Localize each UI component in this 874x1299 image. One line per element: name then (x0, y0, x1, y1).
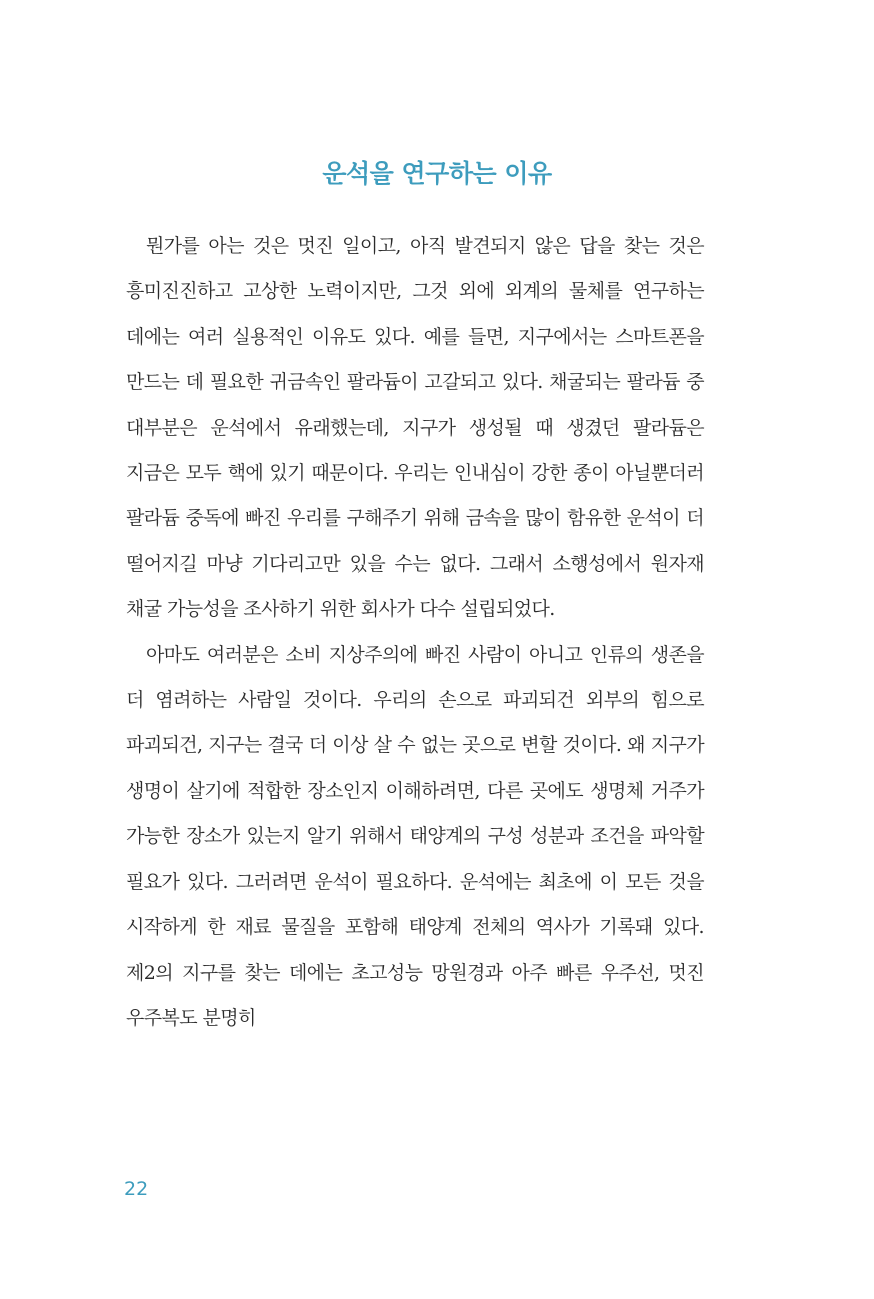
paragraph-2: 아마도 여러분은 소비 지상주의에 빠진 사람이 아니고 인류의 생존을 더 염려하는 사람일 것이다. 우리의 손으로 파괴되건 외부의 힘으로 파괴되건, 지구는 결국 더 이상 살 수 없는 곳으로 변할 것이다. 왜 지구가 생명이 살기에 적합한 장소인지 이해하려면, 다른 곳에도 생명체 거주가 가능한 장소가 있는지 알기 위해서 태양계의 구성 성분과 조건을 파악할 필요가 있다. 그러려면 운석이 필요하다. 운석에는 최초에 이 모든 것을 시작하게 한 재료 물질을 포함해 태양계 전체의 역사가 기록돼 있다. 제2의 지구를 찾는 데에는 초고성능 망원경과 아주 빠른 우주선, 멋진 우주복도 분명히 (126, 643, 704, 1029)
chapter-title: 운석을 연구하는 이유 (322, 159, 552, 188)
body-text (126, 224, 704, 1041)
paragraph-1: 뭔가를 아는 것은 멋진 일이고, 아직 발견되지 않은 답을 찾는 것은 흥미진진하고 고상한 노력이지만, 그것 외에 외계의 물체를 연구하는 데에는 여러 실용적인 이유도 있다. 예를 들면, 지구에서는 스마트폰을 만드는 데 필요한 귀금속인 팔라듐이 고갈되고 있다. 채굴되는 팔라듐 중 대부분은 운석에서 유래했는데, 지구가 생성될 때 생겼던 팔라듐은 지금은 모두 핵에 있기 때문이다. 우리는 인내심이 강한 종이 아닐뿐더러 팔라듐 중독에 빠진 우리를 구해주기 위해 금속을 많이 함유한 운석이 더 떨어지길 마냥 기다리고만 있을 수는 없다. 그래서 소행성에서 원자재 채굴 가능성을 조사하기 위한 회사가 다수 설립되었다. (126, 235, 704, 621)
page-number: 22 (124, 1178, 149, 1200)
